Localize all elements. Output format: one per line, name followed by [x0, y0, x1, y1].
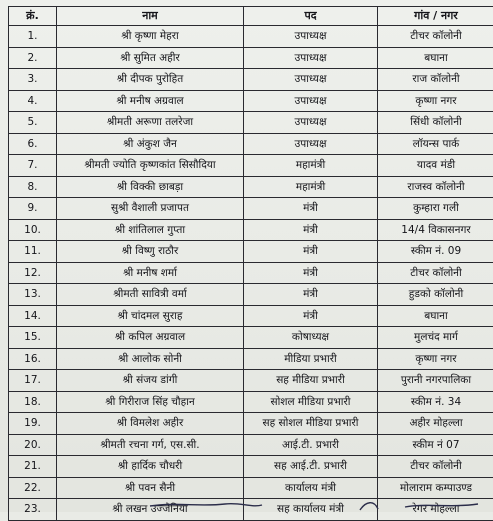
table-body: [9, 26, 493, 521]
table-row: [9, 327, 493, 349]
name-cell: श्रीमती सावित्री वर्मा: [57, 284, 244, 306]
table-row: [9, 47, 493, 69]
post-cell: सह आई.टी. प्रभारी: [244, 456, 378, 478]
name-cell: श्री विष्णु राठौर: [57, 241, 244, 263]
name-cell: श्री सुमित अहीर: [57, 47, 244, 69]
post-cell: कोषाध्यक्ष: [244, 327, 378, 349]
name-cell: श्री हार्दिक चौधरी: [57, 456, 244, 478]
handwritten-signature-marks: [0, 498, 493, 512]
table-row: [9, 391, 493, 413]
post-cell: मंत्री: [244, 219, 378, 241]
member-table: [8, 6, 493, 521]
serial-cell: 2.: [9, 47, 57, 69]
place-cell: राज कॉलोनी: [378, 69, 493, 91]
post-cell: मंत्री: [244, 305, 378, 327]
post-cell: सोशल मीडिया प्रभारी: [244, 391, 378, 413]
serial-cell: 22.: [9, 477, 57, 499]
serial-cell: 20.: [9, 434, 57, 456]
table-row: [9, 348, 493, 370]
table-row: [9, 284, 493, 306]
post-cell: मंत्री: [244, 241, 378, 263]
serial-cell: 13.: [9, 284, 57, 306]
table-row: [9, 456, 493, 478]
place-cell: यादव मंडी: [378, 155, 493, 177]
serial-cell: 9.: [9, 198, 57, 220]
place-cell: सिंधी कॉलोनी: [378, 112, 493, 134]
serial-cell: 6.: [9, 133, 57, 155]
table-row: [9, 477, 493, 499]
post-cell: कार्यालय मंत्री: [244, 477, 378, 499]
post-cell: सह कार्यालय मंत्री: [244, 499, 378, 521]
table-row: [9, 26, 493, 48]
post-cell: मीडिया प्रभारी: [244, 348, 378, 370]
name-cell: श्रीमती ज्योति कृष्णकांत सिसौदिया: [57, 155, 244, 177]
name-cell: श्री चांदमल सुराह: [57, 305, 244, 327]
serial-cell: 3.: [9, 69, 57, 91]
table-row: [9, 69, 493, 91]
place-cell: मुलचंद मार्ग: [378, 327, 493, 349]
post-cell: महामंत्री: [244, 155, 378, 177]
post-header: पद: [244, 7, 378, 26]
serial-cell: 7.: [9, 155, 57, 177]
table-row: [9, 305, 493, 327]
serial-cell: 23.: [9, 499, 57, 521]
name-cell: श्री कपिल अग्रवाल: [57, 327, 244, 349]
serial-cell: 21.: [9, 456, 57, 478]
serial-cell: 12.: [9, 262, 57, 284]
place-cell: स्कीम नं 07: [378, 434, 493, 456]
post-cell: महामंत्री: [244, 176, 378, 198]
table-row: [9, 413, 493, 435]
name-cell: श्री कृष्णा मेहरा: [57, 26, 244, 48]
place-cell: कुम्हारा गली: [378, 198, 493, 220]
place-cell: कृष्णा नगर: [378, 90, 493, 112]
serial-cell: 17.: [9, 370, 57, 392]
place-cell: पुरानी नगरपालिका: [378, 370, 493, 392]
serial-cell: 16.: [9, 348, 57, 370]
place-cell: बघाना: [378, 305, 493, 327]
table-row: [9, 434, 493, 456]
name-header: नाम: [57, 7, 244, 26]
serial-cell: 19.: [9, 413, 57, 435]
serial-header: क्रं.: [9, 7, 57, 26]
place-cell: हुडको कॉलोनी: [378, 284, 493, 306]
table-row: [9, 370, 493, 392]
name-cell: श्री शांतिलाल गुप्ता: [57, 219, 244, 241]
name-cell: श्री दीपक पुरोहित: [57, 69, 244, 91]
name-cell: श्री विमलेश अहीर: [57, 413, 244, 435]
table-row: [9, 262, 493, 284]
table-row: [9, 133, 493, 155]
name-cell: श्री मनीष शर्मा: [57, 262, 244, 284]
table-row: [9, 219, 493, 241]
place-cell: स्कीम नं. 34: [378, 391, 493, 413]
serial-cell: 15.: [9, 327, 57, 349]
post-cell: उपाध्यक्ष: [244, 69, 378, 91]
name-cell: श्री संजय डांगी: [57, 370, 244, 392]
serial-cell: 10.: [9, 219, 57, 241]
place-cell: टीचर कॉलोनी: [378, 262, 493, 284]
post-cell: सह सोशल मीडिया प्रभारी: [244, 413, 378, 435]
post-cell: आई.टी. प्रभारी: [244, 434, 378, 456]
place-cell: मोलाराम कम्पाउण्ड: [378, 477, 493, 499]
serial-cell: 14.: [9, 305, 57, 327]
post-cell: उपाध्यक्ष: [244, 112, 378, 134]
table-row: [9, 241, 493, 263]
table-row: [9, 112, 493, 134]
place-cell: बघाना: [378, 47, 493, 69]
place-cell: स्कीम नं. 09: [378, 241, 493, 263]
place-cell: रेगर मोहल्ला: [378, 499, 493, 521]
post-cell: सह मीडिया प्रभारी: [244, 370, 378, 392]
post-cell: उपाध्यक्ष: [244, 26, 378, 48]
serial-cell: 4.: [9, 90, 57, 112]
place-cell: अहीर मोहल्ला: [378, 413, 493, 435]
table-row: [9, 90, 493, 112]
place-cell: टीचर कॉलोनी: [378, 456, 493, 478]
place-cell: लॉयन्स पार्क: [378, 133, 493, 155]
place-cell: 14/4 विकासनगर: [378, 219, 493, 241]
post-cell: मंत्री: [244, 198, 378, 220]
serial-cell: 18.: [9, 391, 57, 413]
name-cell: श्री लखन उज्जैनिया: [57, 499, 244, 521]
name-cell: श्री विक्की छाबड़ा: [57, 176, 244, 198]
post-cell: मंत्री: [244, 262, 378, 284]
post-cell: उपाध्यक्ष: [244, 47, 378, 69]
name-cell: श्री आलोक सोनी: [57, 348, 244, 370]
table-row: [9, 176, 493, 198]
table-header-row: [9, 7, 493, 26]
name-cell: श्रीमती रचना गर्ग, एस.सी.: [57, 434, 244, 456]
table-row: [9, 155, 493, 177]
serial-cell: 5.: [9, 112, 57, 134]
table-row: [9, 198, 493, 220]
name-cell: श्री गिरीराज सिंह चौहान: [57, 391, 244, 413]
name-cell: श्री मनीष अग्रवाल: [57, 90, 244, 112]
post-cell: उपाध्यक्ष: [244, 90, 378, 112]
post-cell: उपाध्यक्ष: [244, 133, 378, 155]
place-cell: राजस्व कॉलोनी: [378, 176, 493, 198]
serial-cell: 8.: [9, 176, 57, 198]
place-cell: कृष्णा नगर: [378, 348, 493, 370]
post-cell: मंत्री: [244, 284, 378, 306]
name-cell: श्री पवन सैनी: [57, 477, 244, 499]
name-cell: श्रीमती अरूणा तलरेजा: [57, 112, 244, 134]
serial-cell: 11.: [9, 241, 57, 263]
serial-cell: 1.: [9, 26, 57, 48]
name-cell: श्री अंकुश जैन: [57, 133, 244, 155]
place-header: गांव / नगर: [378, 7, 493, 26]
place-cell: टीचर कॉलोनी: [378, 26, 493, 48]
name-cell: सुश्री वैशाली प्रजापत: [57, 198, 244, 220]
